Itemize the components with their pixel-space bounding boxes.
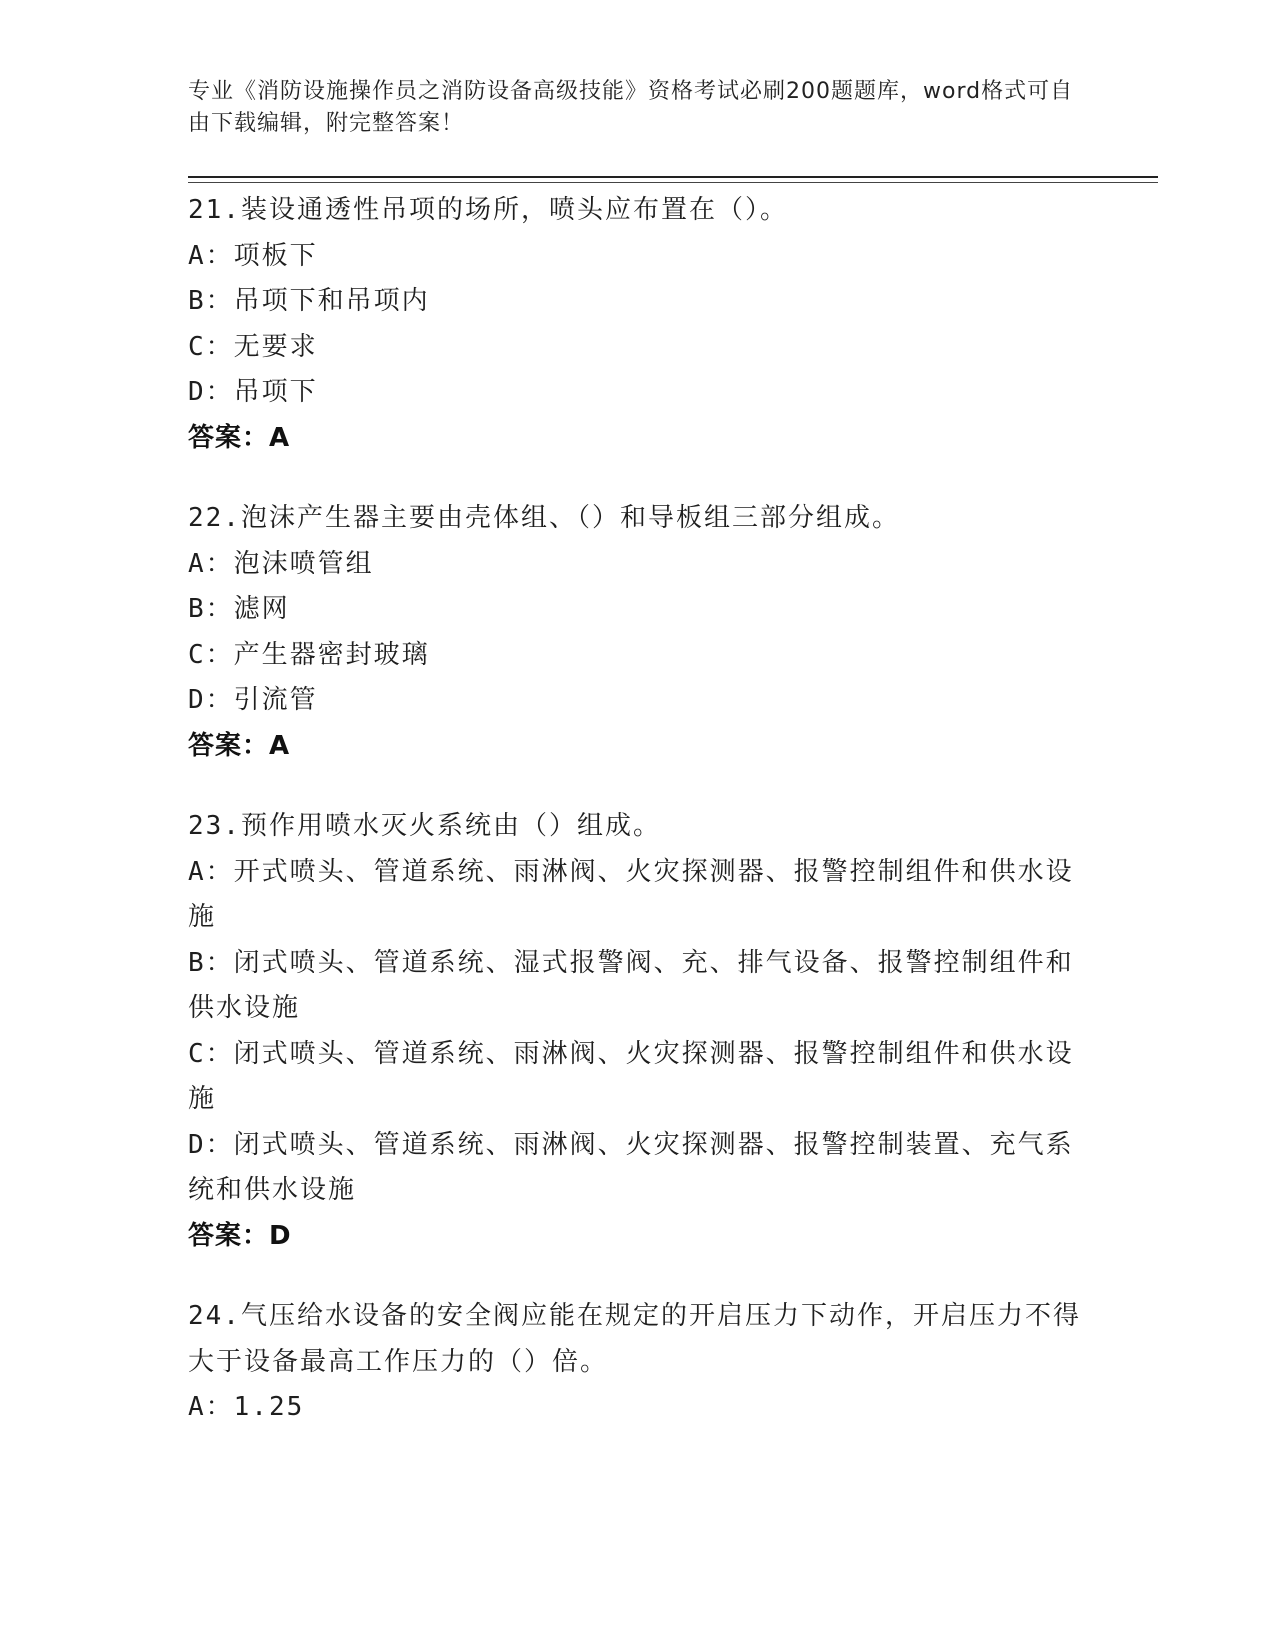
option-d [188,370,1088,416]
option-text: 泡沫喷管组 [233,548,374,579]
option-b [188,587,1088,633]
header-rule [188,176,1158,178]
question-24 [188,1294,1088,1431]
option-key: D： [188,377,234,407]
option-text: 滤网 [233,594,290,624]
option-text: 项板下 [233,240,318,271]
option-c [188,325,1088,371]
option-key: A： [188,856,234,887]
option-key: C： [188,639,234,670]
option-key: D： [188,1129,234,1160]
answer-line: 答案：D [188,1220,292,1251]
option-text: 吊项下和吊项内 [233,286,430,316]
question-21 [188,188,1088,461]
answer-line: 答案：A [188,422,291,453]
option-key: B： [188,286,234,316]
option-key: B： [188,947,234,978]
option-b [188,279,1088,325]
option-a [188,1385,1088,1431]
question-stem: 21.装设通透性吊项的场所，喷头应布置在（）。 [188,195,788,225]
option-text: 吊项下 [233,377,318,407]
option-text: 闭式喷头、管道系统、雨淋阀、火灾探测器、报警控制装置、充气系统和供水设施 [188,1129,1074,1205]
option-text: 产生器密封玻璃 [233,639,430,670]
option-text: 引流管 [233,685,318,715]
option-text: 闭式喷头、管道系统、雨淋阀、火灾探测器、报警控制组件和供水设施 [188,1038,1074,1114]
option-d [188,1123,1088,1214]
option-key: A： [188,548,234,579]
option-a [188,850,1088,941]
document-header: 专业《消防设施操作员之消防设备高级技能》资格考试必刷200题题库，word格式可自由下载编辑，附完整答案！ [188,79,1074,136]
question-23 [188,804,1088,1259]
question-list [188,188,1088,1466]
option-text: 无要求 [233,331,318,362]
question-stem: 24.气压给水设备的安全阀应能在规定的开启压力下动作，开启压力不得大于设备最高工作压力的（）倍。 [188,1301,1081,1377]
header-rule-thin [188,182,1158,183]
option-text: 开式喷头、管道系统、雨淋阀、火灾探测器、报警控制组件和供水设施 [188,856,1074,932]
option-key: D： [188,685,234,715]
option-key: B： [188,594,234,624]
option-key: C： [188,331,234,362]
option-text: 1.25 [233,1392,305,1422]
option-c [188,633,1088,679]
answer-line: 答案：A [188,730,291,761]
option-a [188,234,1088,280]
option-c [188,1032,1088,1123]
option-text: 闭式喷头、管道系统、湿式报警阀、充、排气设备、报警控制组件和供水设施 [188,947,1074,1023]
option-key: A： [188,1392,234,1422]
option-a [188,542,1088,588]
option-key: A： [188,240,234,271]
question-stem: 23.预作用喷水灭火系统由（）组成。 [188,811,661,841]
question-stem: 22.泡沫产生器主要由壳体组、（）和导板组三部分组成。 [188,503,900,533]
option-b [188,941,1088,1032]
question-22 [188,496,1088,769]
option-key: C： [188,1038,234,1069]
option-d [188,678,1088,724]
